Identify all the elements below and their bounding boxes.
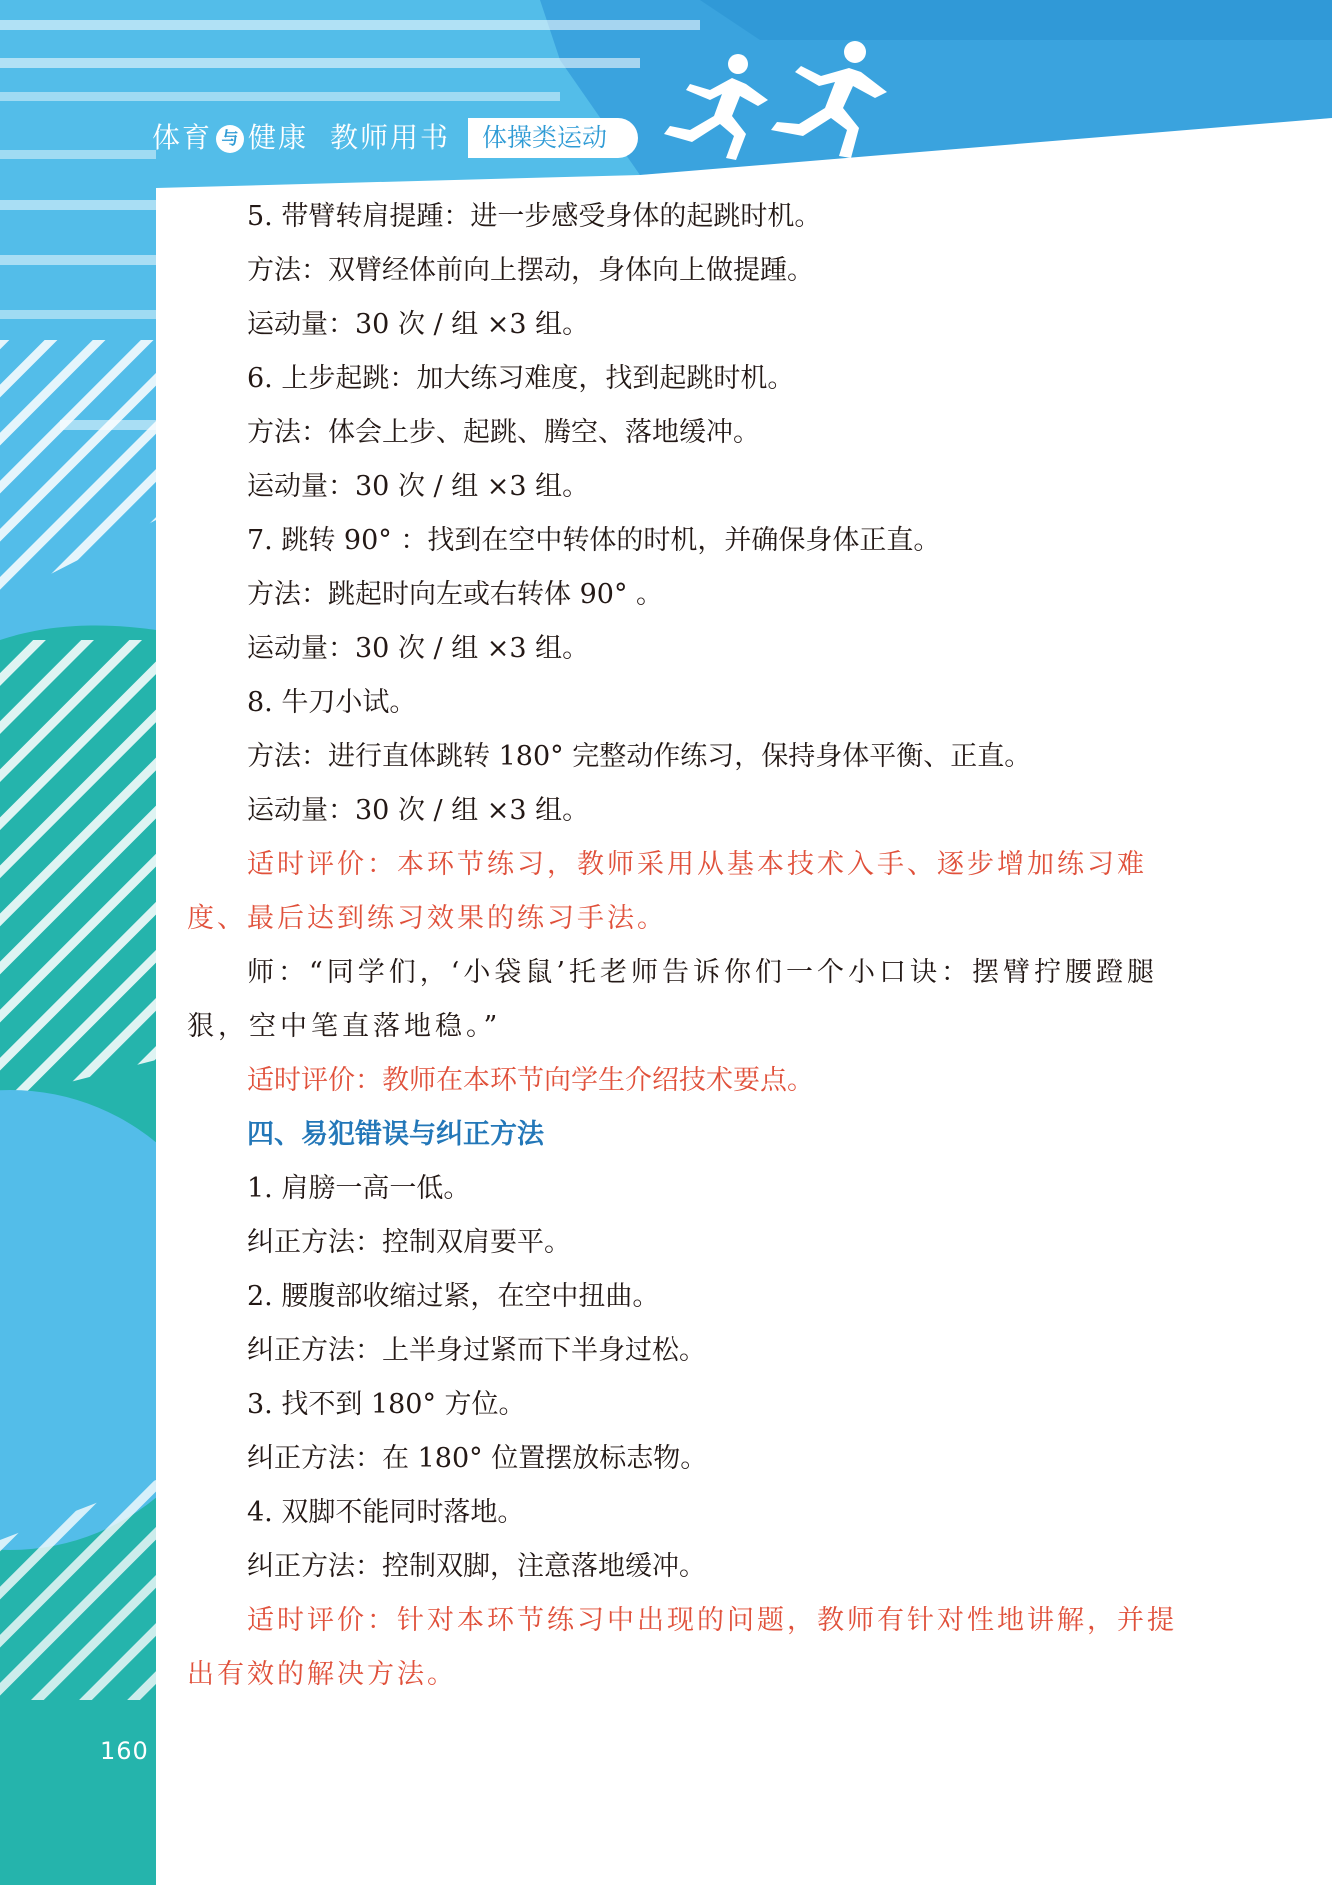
paragraph: 6. 上步起跳：加大练习难度，找到起跳时机。: [247, 363, 795, 394]
paragraph: 7. 跳转 90° ：找到在空中转体的时机，并确保身体正直。: [247, 525, 941, 556]
section-heading: 四、易犯错误与纠正方法: [247, 1119, 544, 1150]
paragraph: 方法：进行直体跳转 180° 完整动作练习，保持身体平衡、正直。: [247, 741, 1032, 772]
book-title-part3: 教师用书: [330, 121, 451, 154]
paragraph: 5. 带臂转肩提踵：进一步感受身体的起跳时机。: [247, 201, 822, 232]
chapter-tab: 体操类运动: [468, 118, 638, 158]
book-title-part2: 健康: [248, 121, 309, 154]
paragraph: 8. 牛刀小试。: [247, 687, 417, 718]
paragraph: 运动量：30 次 / 组 ×3 组。: [247, 309, 590, 340]
paragraph: 纠正方法：控制双肩要平。: [247, 1227, 571, 1258]
page-content: [187, 190, 1177, 1702]
runner-silhouette-icon: [755, 38, 895, 158]
paragraph: 运动量：30 次 / 组 ×3 组。: [247, 795, 590, 826]
paragraph: 方法：体会上步、起跳、腾空、落地缓冲。: [247, 417, 760, 448]
evaluation-note: 适时评价：针对本环节练习中出现的问题，教师有针对性地讲解，并提出有效的解决方法。: [187, 1605, 1177, 1690]
paragraph: 2. 腰腹部收缩过紧，在空中扭曲。: [247, 1281, 660, 1312]
paragraph: 运动量：30 次 / 组 ×3 组。: [247, 471, 590, 502]
page-number: 160: [100, 1737, 149, 1765]
evaluation-note: 适时评价：本环节练习，教师采用从基本技术入手、逐步增加练习难度、最后达到练习效果的练习手法。: [187, 849, 1147, 934]
paragraph: 1. 肩膀一高一低。: [247, 1173, 471, 1204]
book-title-yu-badge: 与: [216, 125, 244, 153]
paragraph: 纠正方法：控制双脚，注意落地缓冲。: [247, 1551, 706, 1582]
paragraph: 方法：跳起时向左或右转体 90° 。: [247, 579, 664, 610]
paragraph: 纠正方法：在 180° 位置摆放标志物。: [247, 1443, 708, 1474]
paragraph: 纠正方法：上半身过紧而下半身过松。: [247, 1335, 706, 1366]
paragraph: 运动量：30 次 / 组 ×3 组。: [247, 633, 590, 664]
evaluation-note: 适时评价：教师在本环节向学生介绍技术要点。: [247, 1065, 814, 1096]
paragraph: 3. 找不到 180° 方位。: [247, 1389, 526, 1420]
book-title: [152, 113, 450, 163]
paragraph: 4. 双脚不能同时落地。: [247, 1497, 525, 1528]
paragraph: 方法：双臂经体前向上摆动，身体向上做提踵。: [247, 255, 814, 286]
book-title-part1: 体育: [152, 121, 213, 154]
teacher-quote: 师：“同学们，‘小袋鼠’托老师告诉你们一个小口诀：摆臂拧腰蹬腿狠，空中笔直落地稳。”: [187, 957, 1158, 1042]
